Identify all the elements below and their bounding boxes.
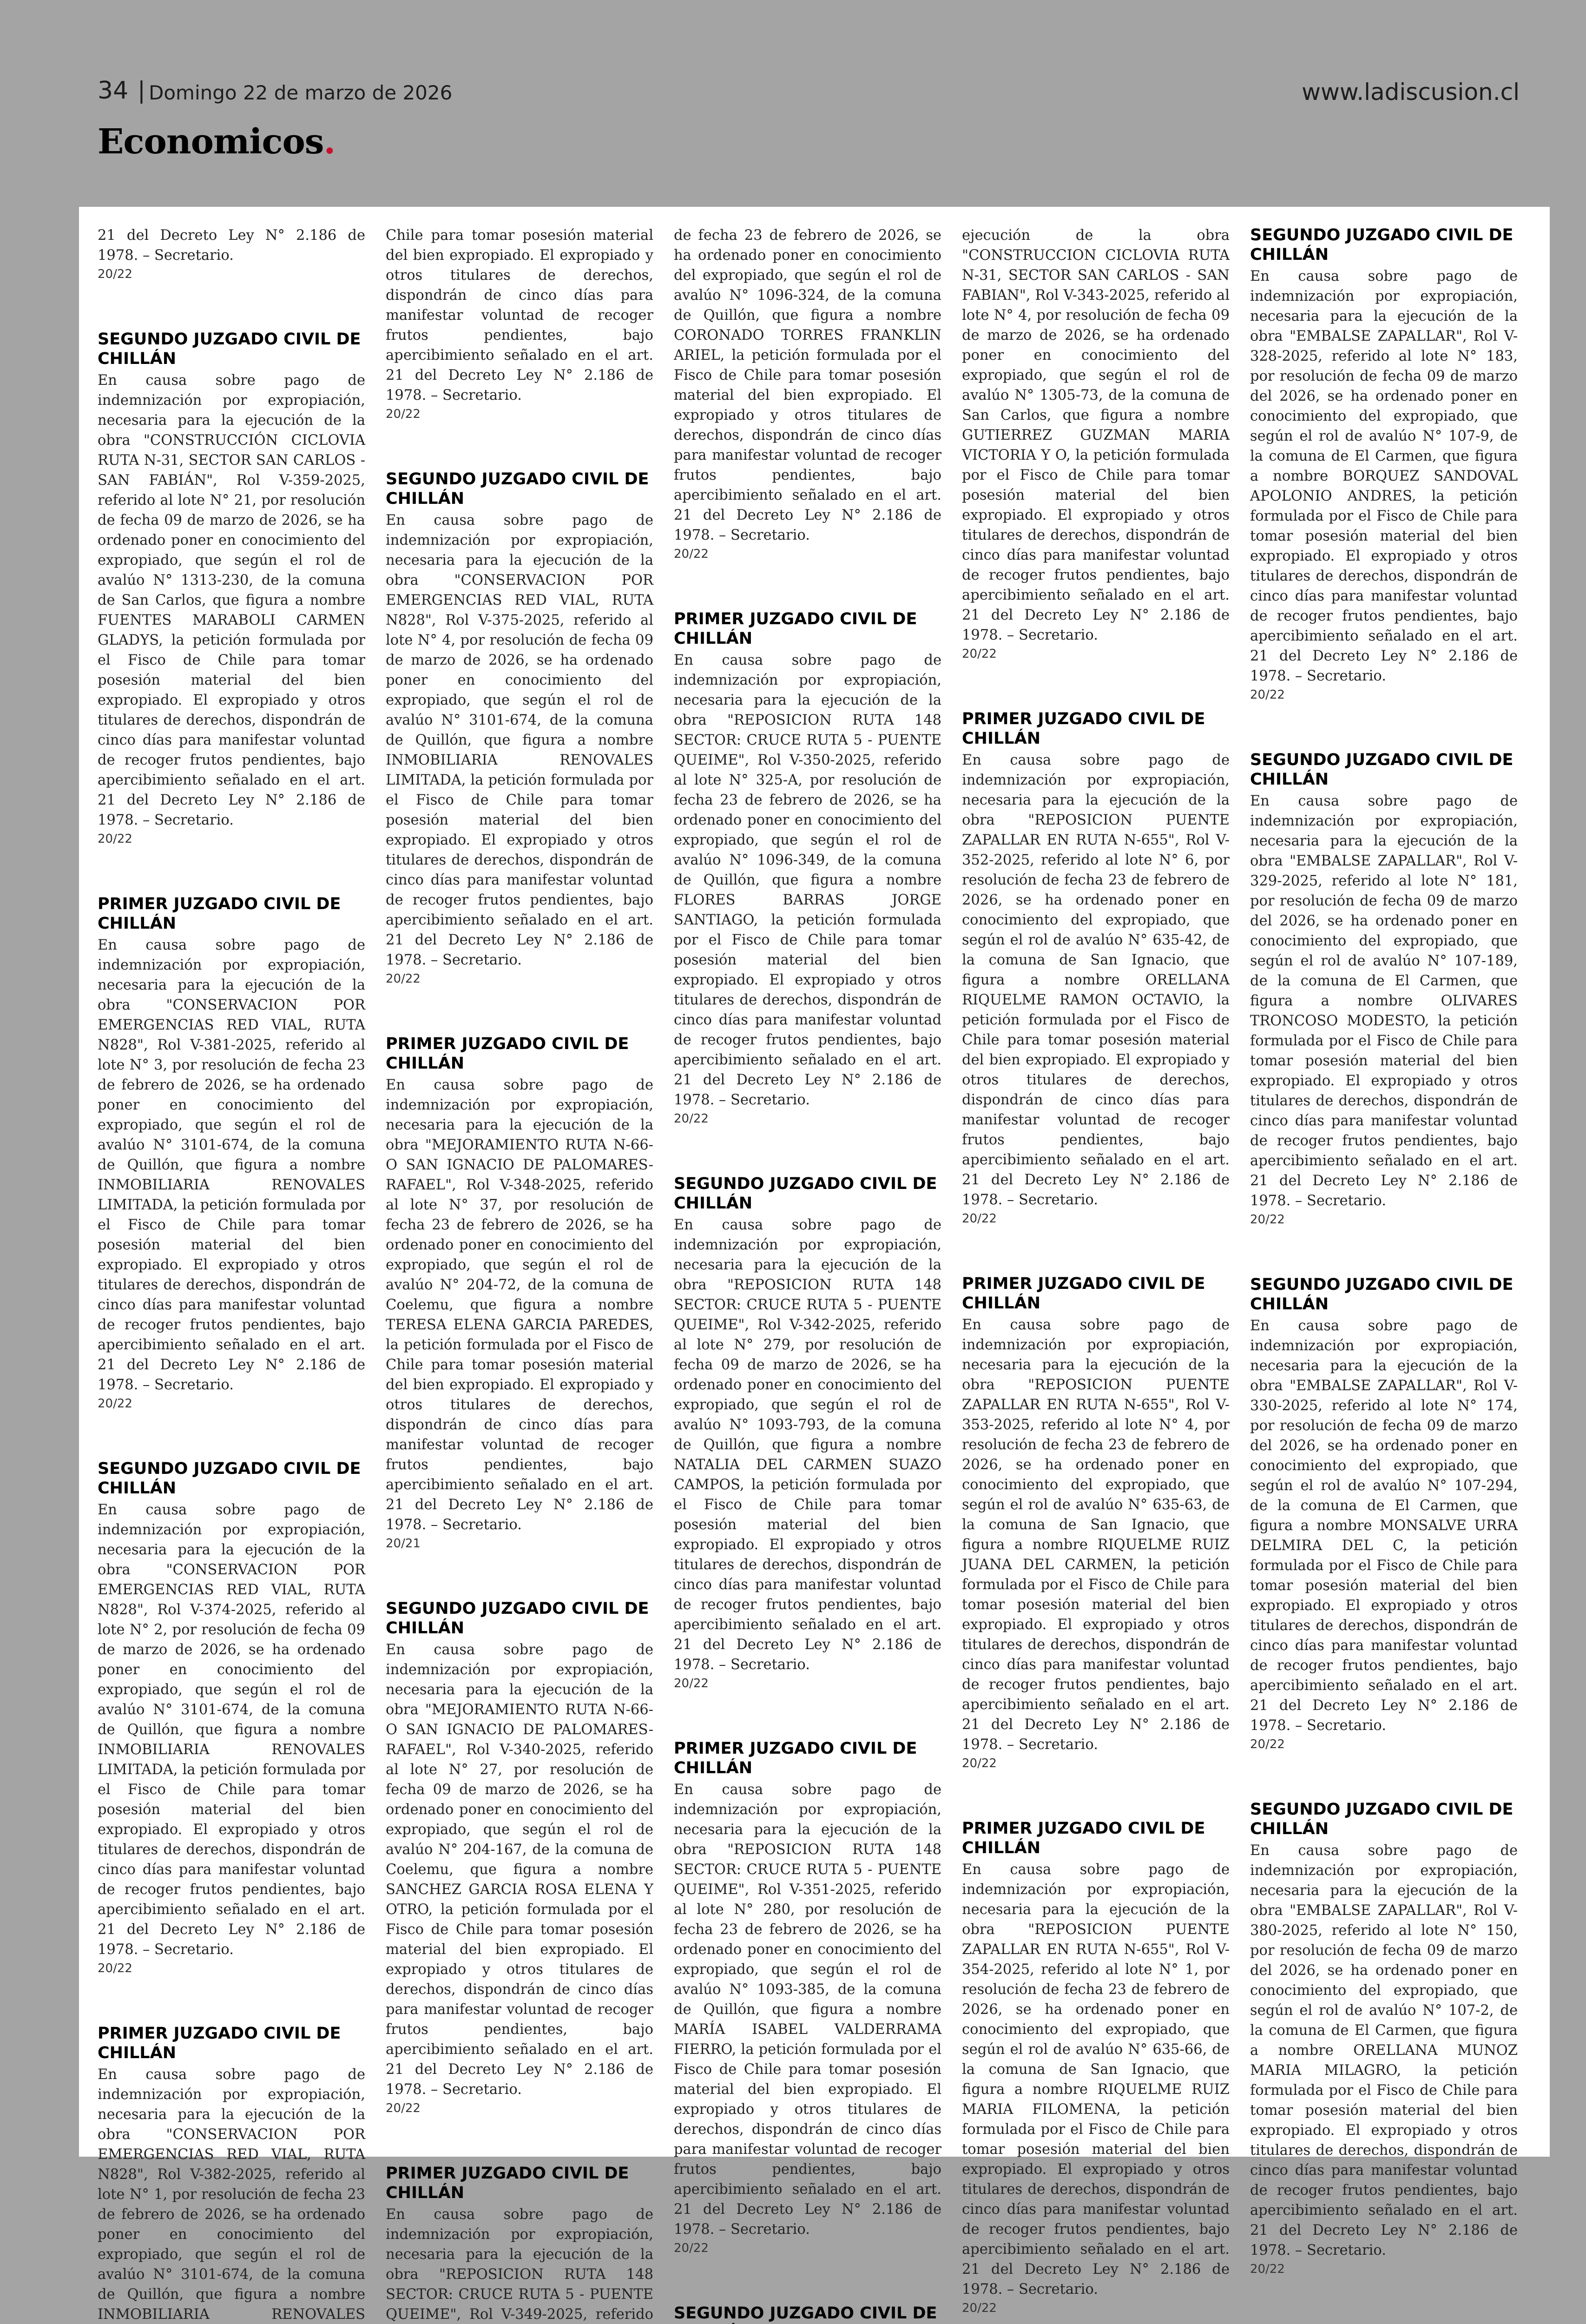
page-number: 34 (98, 77, 129, 105)
notice-body: En causa sobre pago de indemnización por expropiación, necesaria para la ejecución de la obra "MEJORAMIENTO RUTA N-66-O SAN IGNACIO DE PALOMARES-RAFAEL", Rol V-340-2025, referido al lote N° 27, por resolución de fecha 09 de marzo de 2026, se ha ordenado poner en conocimiento del expropiado, que según el rol de avalúo N° 204-167, de la comuna de Coelemu, que figura a nombre SANCHEZ GARCIA ROSA ELENA Y OTRO, la petición formulada por el Fisco de Chile para tomar posesión material del bien expropiado. El expropiado y otros titulares de derechos, dispondrán de cinco días para manifestar voluntad de recoger frutos pendientes, bajo apercibimiento señalado en el art. 21 del Decreto Ley N° 2.186 de 1978. – Secretario. (386, 1642, 653, 2098)
notice-court-title: PRIMER JUZGADO CIVIL DE CHILLÁN (386, 1035, 629, 1073)
notice-court-title: PRIMER JUZGADO CIVIL DE CHILLÁN (962, 710, 1205, 748)
notice-court-title: PRIMER JUZGADO CIVIL DE CHILLÁN (962, 1274, 1205, 1313)
notice-court-title: SEGUNDO JUZGADO CIVIL DE CHILLÁN (98, 330, 361, 368)
notice-code: 20/22 (98, 1397, 132, 1411)
legal-notice (98, 225, 365, 283)
notice-court-title: SEGUNDO JUZGADO CIVIL DE CHILLÁN (386, 1599, 649, 1637)
legal-notice (386, 225, 653, 423)
notice-court-title: PRIMER JUZGADO CIVIL DE CHILLÁN (674, 610, 917, 648)
legal-notice (962, 1819, 1230, 2317)
notice-code: 20/22 (962, 2301, 997, 2315)
column-5 (1250, 225, 1518, 2278)
section-title-dot: . (323, 122, 336, 162)
notice-court-title: SEGUNDO JUZGADO CIVIL DE CHILLÁN (1250, 1275, 1514, 1314)
notice-code: 20/22 (98, 1961, 132, 1975)
notice-body: En causa sobre pago de indemnización por expropiación, necesaria para la ejecución de la obra "MEJORAMIENTO RUTA N-66-O SAN IGNACIO DE PALOMARES-RAFAEL", Rol V-348-2025, referido al lote N° 37, por resolución de fecha 23 de febrero de 2026, se ha ordenado poner en conocimiento del expropiado, que según el rol de avalúo N° 204-72, de la comuna de Coelemu, que figura a nombre TERESA ELENA GARCIA PAREDES, la petición formulada por el Fisco de Chile para tomar posesión material del bien expropiado. El expropiado y otros titulares de derechos, dispondrán de cinco días para manifestar voluntad de recoger frutos pendientes, bajo apercibimiento señalado en el art. 21 del Decreto Ley N° 2.186 de 1978. – Secretario. (386, 1077, 653, 1533)
notice-code: 20/22 (386, 2101, 421, 2115)
notice-court-title: SEGUNDO JUZGADO CIVIL DE (674, 2304, 937, 2323)
legal-notice (962, 709, 1230, 1228)
notice-body: En causa sobre pago de indemnización por expropiación, necesaria para la ejecución de la obra "CONSTRUCCIÓN CICLOVIA RUTA N-31, SECTOR SAN CARLOS - SAN FABIÁN", Rol V-359-2025, referido al lote N° 21, por resolución de fecha 09 de marzo de 2026, se ha ordenado poner en conocimiento del expropiado, que según el rol de avalúo N° 1313-230, de la comuna de San Carlos, que figura a nombre FUENTES MARABOLI CARMEN GLADYS, la petición formulada por el Fisco de Chile para tomar posesión material del bien expropiado. El expropiado y otros titulares de derechos, dispondrán de cinco días para manifestar voluntad de recoger frutos pendientes, bajo apercibimiento señalado en el art. 21 del Decreto Ley N° 2.186 de 1978. – Secretario. (98, 372, 365, 828)
notice-code: 20/22 (98, 832, 132, 846)
notice-code: 20/22 (674, 2241, 709, 2255)
legal-notice (386, 1599, 653, 2117)
notice-court-title: SEGUNDO JUZGADO CIVIL DE CHILLÁN (674, 1175, 937, 1213)
column-3 (674, 225, 941, 2324)
legal-notice (674, 225, 941, 563)
legal-notice (98, 894, 365, 1413)
legal-notice (98, 1459, 365, 1977)
notice-body: 21 del Decreto Ley N° 2.186 de 1978. – Secretario. (98, 227, 365, 264)
notice-court-title: PRIMER JUZGADO CIVIL DE CHILLÁN (962, 1819, 1205, 1857)
notice-body: de fecha 23 de febrero de 2026, se ha ordenado poner en conocimiento del expropiado, que según el rol de avalúo N° 1096-324, de la comuna de Quillón, que figura a nombre CORONADO TORRES FRANKLIN ARIEL, la petición formulada por el Fisco de Chile para tomar posesión material del bien expropiado. El expropiado y otros titulares de derechos, dispondrán de cinco días para manifestar voluntad de recoger frutos pendientes, bajo apercibimiento señalado en el art. 21 del Decreto Ley N° 2.186 de 1978. – Secretario. (674, 227, 941, 543)
notice-body: En causa sobre pago de indemnización por expropiación, necesaria para la ejecución de la obra "EMBALSE ZAPALLAR", Rol V-330-2025, referido al lote N° 174, por resolución de fecha 09 de marzo del 2026, se ha ordenado poner en conocimiento del expropiado, que según el rol de avalúo N° 107-294, de la comuna de El Carmen, que figura a nombre MONSALVE URRA DELMIRA DEL C, la petición formulada por el Fisco de Chile para tomar posesión material del bien expropiado. El expropiado y otros titulares de derechos, dispondrán de cinco días para manifestar voluntad de recoger frutos pendientes, bajo apercibimiento señalado en el art. 21 del Decreto Ley N° 2.186 de 1978. – Secretario. (1250, 1318, 1518, 1734)
notice-body: En causa sobre pago de indemnización por expropiación, necesaria para la ejecución de la obra "EMBALSE ZAPALLAR", Rol V-329-2025, referido al lote N° 181, por resolución de fecha 09 de marzo del 2026, se ha ordenado poner en conocimiento del expropiado, que según el rol de avalúo N° 107-189, de la comuna de El Carmen, que figura a nombre OLIVARES TRONCOSO MODESTO, la petición formulada por el Fisco de Chile para tomar posesión material del bien expropiado. El expropiado y otros titulares de derechos, dispondrán de cinco días para manifestar voluntad de recoger frutos pendientes, bajo apercibimiento señalado en el art. 21 del Decreto Ley N° 2.186 de 1978. – Secretario. (1250, 793, 1518, 1209)
legal-notice (386, 469, 653, 988)
legal-notice (674, 2304, 941, 2324)
notice-code: 20/22 (962, 647, 997, 661)
column-2 (386, 225, 653, 2324)
notice-court-title: PRIMER JUZGADO CIVIL DE CHILLÁN (98, 2024, 341, 2062)
notice-court-title: SEGUNDO JUZGADO CIVIL DE CHILLÁN (1250, 1800, 1514, 1838)
issue-date: Domingo 22 de marzo de 2026 (149, 81, 453, 104)
page-header (98, 77, 1520, 114)
legal-notice (674, 1739, 941, 2257)
notice-code: 20/22 (98, 267, 132, 281)
legal-notice (962, 225, 1230, 663)
notice-court-title: SEGUNDO JUZGADO CIVIL DE CHILLÁN (386, 470, 649, 508)
column-1 (98, 225, 365, 2324)
header-separator: | (138, 77, 145, 104)
legal-notice (386, 2164, 653, 2324)
notice-code: 20/22 (386, 407, 421, 421)
notice-body: En causa sobre pago de indemnización por expropiación, necesaria para la ejecución de la obra "EMBALSE ZAPALLAR", Rol V-328-2025, referido al lote N° 183, por resolución de fecha 09 de marzo del 2026, se ha ordenado poner en conocimiento del expropiado, que según el rol de avalúo N° 107-9, de la comuna de El Carmen, que figura a nombre BORQUEZ SANDOVAL APOLONIO ANDRES, la petición formulada por el Fisco de Chile para tomar posesión material del bien expropiado. El expropiado y otros titulares de derechos, dispondrán de cinco días para manifestar voluntad de recoger frutos pendientes, bajo apercibimiento señalado en el art. 21 del Decreto Ley N° 2.186 de 1978. – Secretario. (1250, 268, 1518, 684)
notice-body: En causa sobre pago de indemnización por expropiación, necesaria para la ejecución de la obra "REPOSICION PUENTE ZAPALLAR EN RUTA N-655", Rol V-352-2025, referido al lote N° 6, por resolución de fecha 23 de febrero de 2026, se ha ordenado poner en conocimiento del expropiado, que según el rol de avalúo N° 635-42, de la comuna de San Ignacio, que figura a nombre ORELLANA RIQUELME RAMON OCTAVIO, la petición formulada por el Fisco de Chile para tomar posesión material del bien expropiado. El expropiado y otros titulares de derechos, dispondrán de cinco días para manifestar voluntad de recoger frutos pendientes, bajo apercibimiento señalado en el art. 21 del Decreto Ley N° 2.186 de 1978. – Secretario. (962, 752, 1230, 1208)
notice-body: En causa sobre pago de indemnización por expropiación, necesaria para la ejecución de la obra "REPOSICION RUTA 148 SECTOR: CRUCE RUTA 5 - PUENTE QUEIME", Rol V-350-2025, referido al lote N° 325-A, por resolución de fecha 23 de febrero de 2026, se ha ordenado poner en conocimiento del expropiado, que según el rol de avalúo N° 1096-349, de la comuna de Quillón, que figura a nombre FLORES BARRAS JORGE SANTIAGO, la petición formulada por el Fisco de Chile para tomar posesión material del bien expropiado. El expropiado y otros titulares de derechos, dispondrán de cinco días para manifestar voluntad de recoger frutos pendientes, bajo apercibimiento señalado en el art. 21 del Decreto Ley N° 2.186 de 1978. – Secretario. (674, 652, 941, 1108)
legal-notice (386, 1034, 653, 1552)
notice-body: En causa sobre pago de indemnización por expropiación, necesaria para la ejecución de la obra "EMBALSE ZAPALLAR", Rol V-380-2025, referido al lote N° 150, por resolución de fecha 09 de marzo del 2026, se ha ordenado poner en conocimiento del expropiado, que según el rol de avalúo N° 107-2, de la comuna de El Carmen, que figura a nombre ORELLANA MUNOZ MARIA MILAGRO, la petición formulada por el Fisco de Chile para tomar posesión material del bien expropiado. El expropiado y otros titulares de derechos, dispondrán de cinco días para manifestar voluntad de recoger frutos pendientes, bajo apercibimiento señalado en el art. 21 del Decreto Ley N° 2.186 de 1978. – Secretario. (1250, 1842, 1518, 2258)
section-title-text: Economicos (98, 122, 324, 162)
legal-notice (1250, 225, 1518, 704)
notice-body: Chile para tomar posesión material del bien expropiado. El expropiado y otros titulares de derechos, dispondrán de cinco días para manifestar voluntad de recoger frutos pendientes, bajo apercibimiento señalado en el art. 21 del Decreto Ley N° 2.186 de 1978. – Secretario. (386, 227, 653, 403)
legal-notice (674, 609, 941, 1128)
notice-body: En causa sobre pago de indemnización por expropiación, necesaria para la ejecución de la obra "REPOSICION PUENTE ZAPALLAR EN RUTA N-655", Rol V-353-2025, referido al lote N° 4, por resolución de fecha 23 de febrero de 2026, se ha ordenado poner en conocimiento del expropiado, que según el rol de avalúo N° 635-63, de la comuna de San Ignacio, que figura a nombre RIQUELME RUIZ JUANA DEL CARMEN, la petición formulada por el Fisco de Chile para tomar posesión material del bien expropiado. El expropiado y otros titulares de derechos, dispondrán de cinco días para manifestar voluntad de recoger frutos pendientes, bajo apercibimiento señalado en el art. 21 del Decreto Ley N° 2.186 de 1978. – Secretario. (962, 1317, 1230, 1753)
legal-notice (98, 330, 365, 848)
notice-code: 20/22 (674, 1677, 709, 1690)
notice-code: 20/22 (1250, 1737, 1285, 1751)
notice-code: 20/22 (962, 1212, 997, 1226)
legal-notice (1250, 1275, 1518, 1753)
notice-body: ejecución de la obra "CONSTRUCCION CICLOVIA RUTA N-31, SECTOR SAN CARLOS - SAN FABIAN", Rol V-343-2025, referido al lote N° 4, por resolución de fecha 09 de marzo de 2026, se ha ordenado poner en conocimiento del expropiado, que según el rol de avalúo N° 1305-73, de la comuna de San Carlos, que figura a nombre GUTIERREZ GUZMAN MARIA VICTORIA Y O, la petición formulada por el Fisco de Chile para tomar posesión material del bien expropiado. El expropiado y otros titulares de derechos, dispondrán de cinco días para manifestar voluntad de recoger frutos pendientes, bajo apercibimiento señalado en el art. 21 del Decreto Ley N° 2.186 de 1978. – Secretario. (962, 227, 1230, 643)
notice-body: En causa sobre pago de indemnización por expropiación, necesaria para la ejecución de la obra "REPOSICION RUTA 148 SECTOR: CRUCE RUTA 5 - PUENTE QUEIME", Rol V-351-2025, referido al lote N° 280, por resolución de fecha 23 de febrero de 2026, se ha ordenado poner en conocimiento del expropiado, que según el rol de avalúo N° 1093-385, de la comuna de Quillón, que figura a nombre MARÍA ISABEL VALDERRAMA FIERRO, la petición formulada por el Fisco de Chile para tomar posesión material del bien expropiado. El expropiado y otros titulares de derechos, dispondrán de cinco días para manifestar voluntad de recoger frutos pendientes, bajo apercibimiento señalado en el art. 21 del Decreto Ley N° 2.186 de 1978. – Secretario. (674, 1782, 941, 2238)
notice-code: 20/22 (386, 972, 421, 986)
notice-body: En causa sobre pago de indemnización por expropiación, necesaria para la ejecución de la obra "REPOSICION RUTA 148 SECTOR: CRUCE RUTA 5 - PUENTE QUEIME", Rol V-342-2025, referido al lote N° 279, por resolución de fecha 09 de marzo de 2026, se ha ordenado poner en conocimiento del expropiado, que según el rol de avalúo N° 1093-793, de la comuna de Quillón, que figura a nombre NATALIA DEL CARMEN SUAZO CAMPOS, la petición formulada por el Fisco de Chile para tomar posesión material del bien expropiado. El expropiado y otros titulares de derechos, dispondrán de cinco días para manifestar voluntad de recoger frutos pendientes, bajo apercibimiento señalado en el art. 21 del Decreto Ley N° 2.186 de 1978. – Secretario. (674, 1217, 941, 1673)
section-title (98, 122, 335, 162)
legal-notice (674, 1174, 941, 1692)
notice-code: 20/22 (962, 1756, 997, 1770)
notice-body: En causa sobre pago de indemnización por expropiación, necesaria para la ejecución de la obra "CONSERVACION POR EMERGENCIAS RED VIAL, RUTA N828", Rol V-381-2025, referido al lote N° 3, por resolución de fecha 23 de febrero de 2026, se ha ordenado poner en conocimiento del expropiado, que según el rol de avalúo N° 3101-674, de la comuna de Quillón, que figura a nombre INMOBILIARIA RENOVALES LIMITADA, la petición formulada por el Fisco de Chile para tomar posesión material del bien expropiado. El expropiado y otros titulares de derechos, dispondrán de cinco días para manifestar voluntad de recoger frutos pendientes, bajo apercibimiento señalado en el art. 21 del Decreto Ley N° 2.186 de 1978. – Secretario. (98, 937, 365, 1393)
notice-body: En causa sobre pago de indemnización por expropiación, necesaria para la ejecución de la obra "REPOSICION RUTA 148 SECTOR: CRUCE RUTA 5 - PUENTE QUEIME", Rol V-349-2025, referido (386, 2206, 653, 2323)
notice-body: En causa sobre pago de indemnización por expropiación, necesaria para la ejecución de la obra "CONSERVACION POR EMERGENCIAS RED VIAL, RUTA N828", Rol V-382-2025, referido al lote N° 1, por resolución de fecha 23 de febrero de 2026, se ha ordenado poner en conocimiento del expropiado, que según el rol de avalúo N° 3101-674, de la comuna de Quillón, que figura a nombre INMOBILIARIA RENOVALES (98, 2067, 365, 2323)
notice-body: En causa sobre pago de indemnización por expropiación, necesaria para la ejecución de la obra "REPOSICION PUENTE ZAPALLAR EN RUTA N-655", Rol V-354-2025, referido al lote N° 1, por resolución de fecha 23 de febrero de 2026, se ha ordenado poner en conocimiento del expropiado, que según el rol de avalúo N° 635-66, de la comuna de San Ignacio, que figura a nombre RIQUELME RUIZ MARIA FILOMENA, la petición formulada por el Fisco de Chile para tomar posesión material del bien expropiado. El expropiado y otros titulares de derechos, dispondrán de cinco días para manifestar voluntad de recoger frutos pendientes, bajo apercibimiento señalado en el art. 21 del Decreto Ley N° 2.186 de 1978. – Secretario. (962, 1862, 1230, 2298)
column-4 (962, 225, 1230, 2317)
legal-notice (1250, 750, 1518, 1228)
notice-court-title: PRIMER JUZGADO CIVIL DE CHILLÁN (98, 895, 341, 933)
classifieds-page (79, 207, 1550, 2323)
notice-code: 20/22 (1250, 2262, 1285, 2276)
notice-code: 20/22 (1250, 1213, 1285, 1227)
notice-court-title: SEGUNDO JUZGADO CIVIL DE CHILLÁN (1250, 751, 1514, 789)
site-url: www.ladiscusion.cl (1302, 79, 1520, 106)
legal-notice (98, 2024, 365, 2324)
legal-notice (1250, 1800, 1518, 2278)
legal-notice (962, 1274, 1230, 1772)
notice-court-title: SEGUNDO JUZGADO CIVIL DE CHILLÁN (98, 1459, 361, 1498)
notice-code: 20/22 (674, 547, 709, 561)
notice-code: 20/22 (1250, 688, 1285, 702)
notice-court-title: SEGUNDO JUZGADO CIVIL DE CHILLÁN (1250, 226, 1514, 264)
notice-body: En causa sobre pago de indemnización por expropiación, necesaria para la ejecución de la obra "CONSERVACION POR EMERGENCIAS RED VIAL, RUTA N828", Rol V-375-2025, referido al lote N° 4, por resolución de fecha 09 de marzo de 2026, se ha ordenado poner en conocimiento del expropiado, que según el rol de avalúo N° 3101-674, de la comuna de Quillón, que figura a nombre INMOBILIARIA RENOVALES LIMITADA, la petición formulada por el Fisco de Chile para tomar posesión material del bien expropiado. El expropiado y otros titulares de derechos, dispondrán de cinco días para manifestar voluntad de recoger frutos pendientes, bajo apercibimiento señalado en el art. 21 del Decreto Ley N° 2.186 de 1978. – Secretario. (386, 512, 653, 968)
notice-court-title: PRIMER JUZGADO CIVIL DE CHILLÁN (386, 2164, 629, 2202)
notice-court-title: PRIMER JUZGADO CIVIL DE CHILLÁN (674, 1739, 917, 1777)
notice-code: 20/22 (674, 1112, 709, 1126)
notice-code: 20/21 (386, 1537, 421, 1551)
notice-body: En causa sobre pago de indemnización por expropiación, necesaria para la ejecución de la obra "CONSERVACION POR EMERGENCIAS RED VIAL, RUTA N828", Rol V-374-2025, referido al lote N° 2, por resolución de fecha 09 de marzo de 2026, se ha ordenado poner en conocimiento del expropiado, que según el rol de avalúo N° 3101-674, de la comuna de Quillón, que figura a nombre INMOBILIARIA RENOVALES LIMITADA, la petición formulada por el Fisco de Chile para tomar posesión material del bien expropiado. El expropiado y otros titulares de derechos, dispondrán de cinco días para manifestar voluntad de recoger frutos pendientes, bajo apercibimiento señalado en el art. 21 del Decreto Ley N° 2.186 de 1978. – Secretario. (98, 1502, 365, 1958)
